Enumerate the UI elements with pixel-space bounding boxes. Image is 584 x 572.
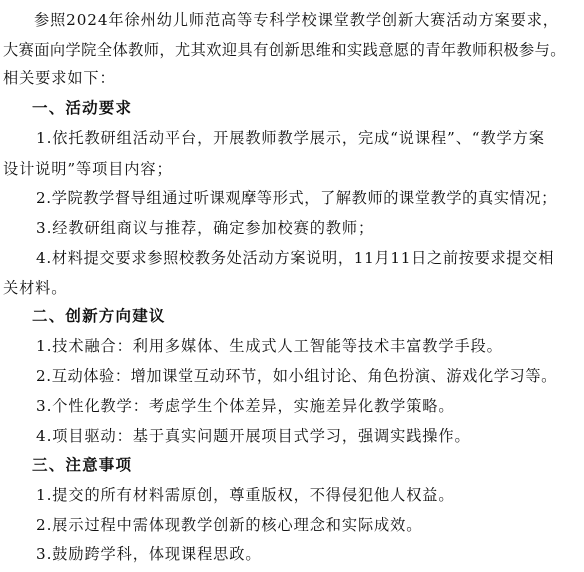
section-1-item-3: 3.经教研组商议与推荐，确定参加校赛的教师； — [36, 219, 375, 237]
section-1-item-1-line-2: 设计说明”等项目内容； — [3, 160, 173, 178]
section-1-item-4-line-1: 4.材料提交要求参照校教务处活动方案说明，11月11日之前按要求提交相 — [36, 249, 555, 267]
intro-line-2: 大赛面向学院全体教师，尤其欢迎具有创新思维和实践意愿的青年教师积极参与。 — [3, 41, 566, 59]
intro-line-3: 相关要求如下： — [3, 69, 116, 87]
section-3-item-3: 3.鼓励跨学科，体现课程思政。 — [36, 545, 262, 563]
section-1-item-4-line-2: 关材料。 — [3, 279, 68, 297]
section-heading-2: 二、创新方向建议 — [32, 307, 166, 325]
section-3-item-2: 2.展示过程中需体现教学创新的核心理念和实际成效。 — [36, 516, 423, 534]
section-heading-1: 一、活动要求 — [32, 99, 133, 117]
section-2-item-1: 1.技术融合：利用多媒体、生成式人工智能等技术丰富教学手段。 — [36, 337, 503, 355]
section-heading-3: 三、注意事项 — [32, 456, 133, 474]
section-1-item-1-line-1: 1.依托教研组活动平台，开展教师教学展示，完成“说课程”、“教学方案 — [36, 129, 545, 147]
section-2-item-3: 3.个性化教学：考虑学生个体差异，实施差异化教学策略。 — [36, 397, 455, 415]
section-2-item-4: 4.项目驱动：基于真实问题开展项目式学习，强调实践操作。 — [36, 427, 471, 445]
section-3-item-1: 1.提交的所有材料需原创，尊重版权，不得侵犯他人权益。 — [36, 486, 455, 504]
section-1-item-2: 2.学院教学督导组通过听课观摩等形式，了解教师的课堂教学的真实情况； — [36, 189, 557, 207]
intro-line-1: 参照2024年徐州幼儿师范高等专科学校课堂教学创新大赛活动方案要求， — [34, 11, 559, 29]
section-2-item-2: 2.互动体验：增加课堂互动环节，如小组讨论、角色扮演、游戏化学习等。 — [36, 367, 557, 385]
